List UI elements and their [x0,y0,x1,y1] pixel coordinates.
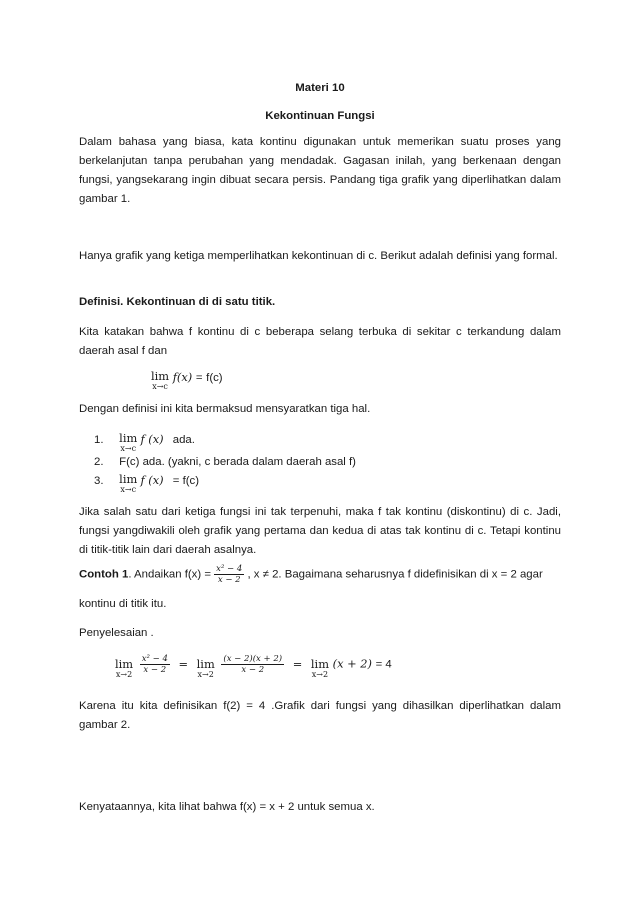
solution-label: Penyelesaian . [79,627,154,639]
list-item: 2. F(c) ada. (yakni, c berada dalam daerah asal f) [94,456,356,468]
paragraph-define-f2: Karena itu kita definisikan f(2) = 4 .Grafik dari fungsi yang dihasilkan diperlihatkan dalam gambar 2. [79,700,561,731]
paragraph-continuity-note: Hanya grafik yang ketiga memperlihatkan kekontinuan di c. Berikut adalah definisi yang formal. [79,250,558,262]
list-item: 1. lim x→c f (x) ada. [94,431,195,453]
paragraph-discontinuity: Jika salah satu dari ketiga fungsi ini tak terpenuhi, maka f tak kontinu (diskontinu) di c. Jadi, fungsi yangdiwakili oleh grafik yang pertama dan kedua di atas tak kontinu di c. Tetapi kontinu di titik-titik lain dari daerah asalnya. [79,506,561,556]
definition-heading: Definisi. Kekontinuan di di satu titik. [79,296,276,308]
limit-operator: lim x→c [151,369,170,391]
paragraph-conclusion: Kenyataannya, kita lihat bahwa f(x) = x + 2 untuk semua x. [79,801,375,813]
paragraph-definition: Kita katakan bahwa f kontinu di c beberapa selang terbuka di sekitar c terkandung dalam daerah asal f dan [79,326,561,357]
example-fraction: $\frac{\text{x² − 4}}{x - 2}$ [216,564,243,585]
limit-subscript: x→c [152,382,168,391]
list-item: 3. lim x→c f (x) = f(c) [94,472,200,494]
paragraph-intro: Dalam bahasa yang biasa, kata kontinu digunakan untuk memerikan suatu proses yang berkelanjutan tanpa perubahan yang mendadak. Gagasan inilah, yang berkenaan dengan fungsi, yangsekarang ingin dibuat secara persis. Pandang tiga grafik yang diperlihatkan dalam gambar 1. [79,136,561,205]
equals-sign: = [195,372,203,384]
doc-title: Materi 10 [295,82,345,94]
example-statement-line2: kontinu di titik itu. [79,598,167,610]
paragraph-three-conditions: Dengan definisi ini kita bermaksud mensyaratkan tiga hal. [79,403,371,415]
formula-rhs: f(c) [206,372,223,384]
solution-formula: lim x→2 $\frac{\text{x² − 4}}{x - 2}$ = lim x→2 $\frac{(x - 2)(x + 2)}{x - 2}$ = lim x→2 (x + 2) = 4 [115,654,392,679]
example-label: Contoh 1 [79,568,129,581]
doc-subtitle: Kekontinuan Fungsi [265,110,375,122]
example-statement: Contoh 1. Andaikan f(x) = $\frac{\text{x² − 4}}{x - 2}$ , x ≠ 2. Bagaimana seharusnya f didefinisikan di x = 2 agar [79,564,543,585]
definition-formula [151,370,223,391]
function-expression: f(x) [172,370,193,384]
